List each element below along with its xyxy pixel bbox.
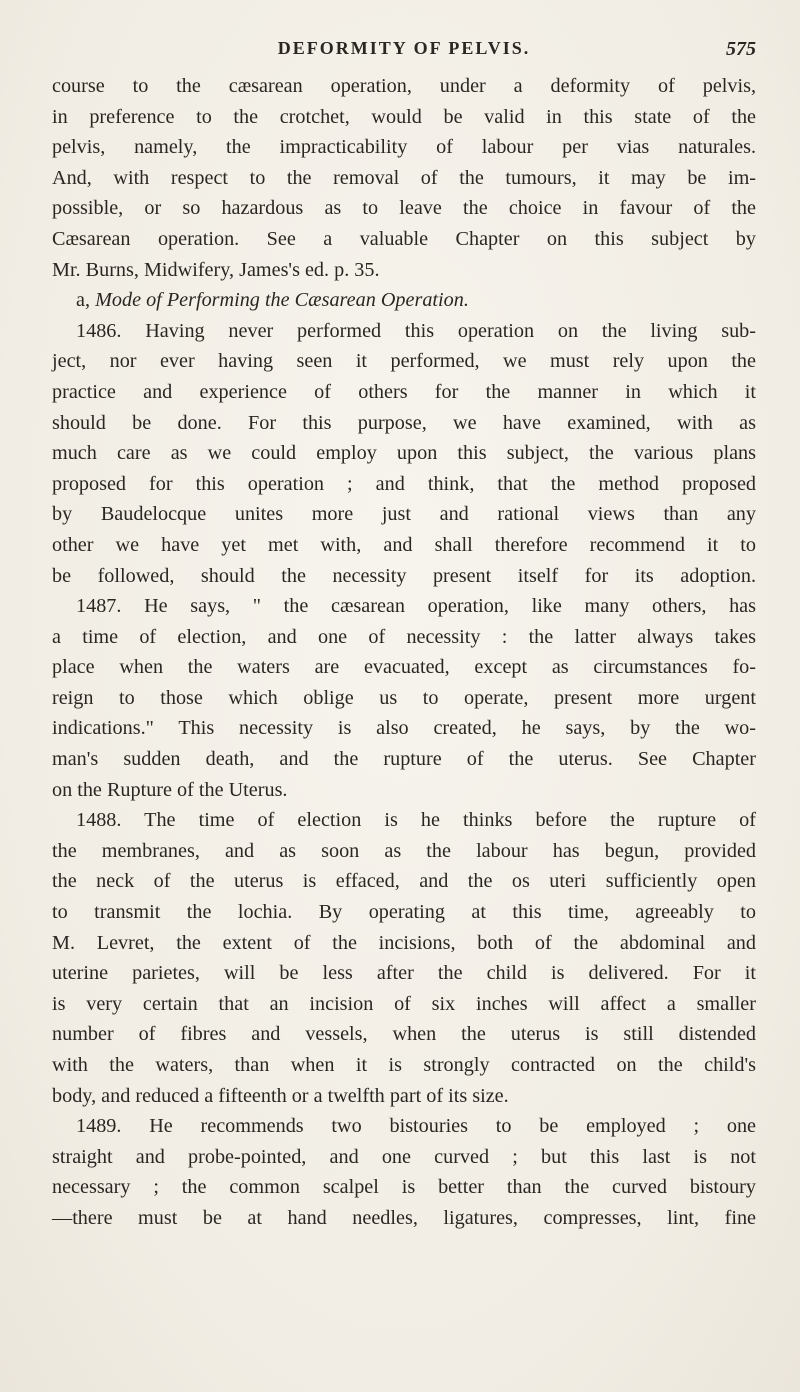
- text-line: proposed for this operation ; and think, that the method proposed: [52, 472, 756, 495]
- text-line: 1488. The time of election is he thinks before the rupture of: [76, 809, 756, 832]
- page-number: 575: [726, 38, 756, 60]
- text-line: to transmit the lochia. By operating at this time, agreeably to: [52, 901, 756, 924]
- text-line: a time of election, and one of necessity : the latter always takes: [52, 625, 756, 648]
- body-text: [52, 71, 756, 1234]
- text-line: on the Rupture of the Uterus.: [52, 778, 288, 801]
- text-line: with the waters, than when it is strongly contracted on the child's: [52, 1054, 756, 1076]
- text-line: should be done. For this purpose, we have examined, with as: [52, 411, 756, 434]
- text-line: practice and experience of others for the manner in which it: [52, 380, 756, 403]
- text-line: reign to those which oblige us to operate, present more urgent: [52, 686, 756, 709]
- text-line: possible, or so hazardous as to leave the choice in favour of the: [52, 197, 756, 220]
- page-header: [52, 38, 756, 66]
- text-line: number of fibres and vessels, when the uterus is still distended: [52, 1023, 756, 1046]
- text-line: the membranes, and as soon as the labour has begun, provided: [52, 839, 756, 862]
- text-line: 1487. He says, " the cæsarean operation, like many others, has: [76, 595, 756, 618]
- text-line: And, with respect to the removal of the tumours, it may be im-: [52, 166, 756, 189]
- text-line: uterine parietes, will be less after the child is delivered. For it: [52, 962, 756, 985]
- text-line: pelvis, namely, the impracticability of labour per vias naturales.: [52, 136, 756, 159]
- text-line: be followed, should the necessity present itself for its adoption.: [52, 564, 756, 587]
- text-line: 1486. Having never performed this operation on the living sub-: [76, 319, 756, 342]
- text-line: course to the cæsarean operation, under a deformity of pelvis,: [52, 75, 756, 97]
- text-line: 1489. He recommends two bistouries to be employed ; one: [76, 1115, 756, 1138]
- text-line: in preference to the crotchet, would be valid in this state of the: [52, 105, 756, 128]
- text-line: is very certain that an incision of six inches will affect a smaller: [52, 992, 756, 1015]
- text-line: M. Levret, the extent of the incisions, both of the abdominal and: [52, 931, 756, 954]
- section-heading-title: Mode of Performing the Cæsarean Operation.: [95, 289, 469, 312]
- text-line: Mr. Burns, Midwifery, James's ed. p. 35.: [52, 258, 380, 281]
- text-line: ject, nor ever having seen it performed, we must rely upon the: [52, 350, 756, 373]
- text-line: Cæsarean operation. See a valuable Chapter on this subject by: [52, 227, 756, 250]
- text-line: other we have yet met with, and shall therefore recommend it to: [52, 533, 756, 556]
- text-line: —there must be at hand needles, ligatures, compresses, lint, fine: [52, 1206, 756, 1229]
- text-line: body, and reduced a fifteenth or a twelfth part of its size.: [52, 1084, 509, 1107]
- text-line: indications." This necessity is also created, he says, by the wo-: [52, 717, 756, 740]
- section-heading: [52, 285, 756, 316]
- text-line: place when the waters are evacuated, except as circumstances fo-: [52, 656, 756, 679]
- text-line: man's sudden death, and the rupture of the uterus. See Chapter: [52, 748, 756, 771]
- text-line: the neck of the uterus is effaced, and the os uteri sufficiently open: [52, 870, 756, 893]
- section-heading-letter: a,: [76, 289, 96, 312]
- text-line: much care as we could employ upon this subject, the various plans: [52, 442, 756, 465]
- running-head: DEFORMITY OF PELVIS.: [277, 38, 531, 58]
- text-line: by Baudelocque unites more just and rational views than any: [52, 503, 756, 526]
- text-line: necessary ; the common scalpel is better than the curved bistoury: [52, 1176, 756, 1199]
- text-line: straight and probe-pointed, and one curved ; but this last is not: [52, 1145, 756, 1168]
